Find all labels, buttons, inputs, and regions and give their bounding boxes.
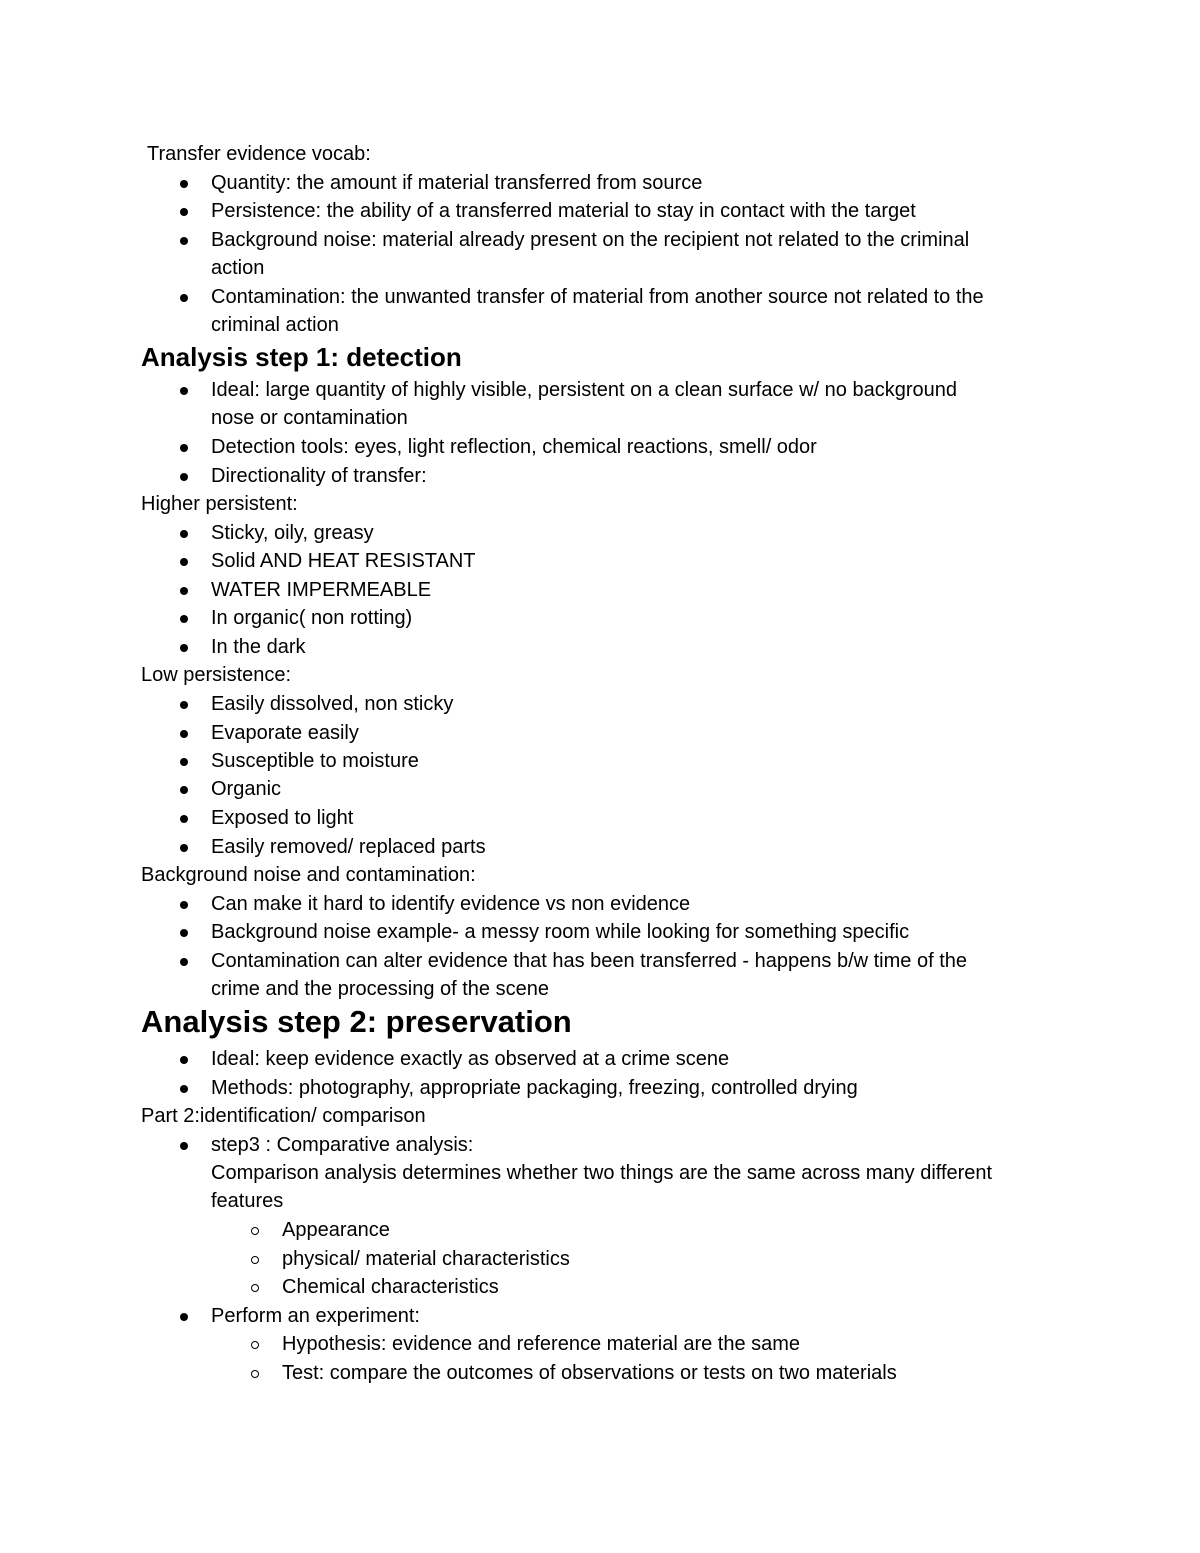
sub-bullet-icon <box>251 1256 259 1264</box>
bullet-icon <box>180 473 188 481</box>
step1-item-ideal: Ideal: large quantity of highly visible, persistent on a clean surface w/ no background <box>211 379 957 401</box>
bullet-icon <box>180 901 188 909</box>
sub-bullet-icon <box>251 1227 259 1235</box>
bullet-icon <box>180 958 188 966</box>
bullet-icon <box>180 1142 188 1150</box>
bullet-icon <box>180 558 188 566</box>
vocab-item-persistence: Persistence: the ability of a transferred material to stay in contact with the target <box>211 200 916 222</box>
bullet-icon <box>180 1056 188 1064</box>
bullet-icon <box>180 180 188 188</box>
step3-item: step3 : Comparative analysis: <box>211 1134 474 1156</box>
low-persistence-label: Low persistence: <box>141 664 292 686</box>
higher-persistent-label: Higher persistent: <box>141 493 298 515</box>
background-noise-label: Background noise and contamination: <box>141 864 476 886</box>
higher-item: In the dark <box>211 636 306 658</box>
vocab-item-background-noise-cont: action <box>211 257 265 279</box>
low-item: Easily removed/ replaced parts <box>211 836 486 858</box>
low-item: Exposed to light <box>211 807 354 829</box>
step2-heading: Analysis step 2: preservation <box>141 1004 572 1039</box>
sub-bullet-icon <box>251 1370 259 1378</box>
vocab-item-background-noise: Background noise: material already present on the recipient not related to the criminal <box>211 229 970 251</box>
experiment-sub-item: Hypothesis: evidence and reference material are the same <box>282 1333 801 1355</box>
step2-item-ideal: Ideal: keep evidence exactly as observed at a crime scene <box>211 1048 730 1070</box>
step1-item-directionality: Directionality of transfer: <box>211 465 427 487</box>
step3-description: Comparison analysis determines whether two things are the same across many different <box>211 1162 993 1184</box>
bg-item: Background noise example- a messy room while looking for something specific <box>211 921 910 943</box>
step1-item-ideal-cont: nose or contamination <box>211 407 408 429</box>
bg-item: Contamination can alter evidence that has been transferred - happens b/w time of the <box>211 950 968 972</box>
sub-bullet-icon <box>251 1341 259 1349</box>
vocab-heading: Transfer evidence vocab: <box>147 143 371 165</box>
vocab-item-contamination-cont: criminal action <box>211 314 339 336</box>
bullet-icon <box>180 844 188 852</box>
low-item: Organic <box>211 778 282 800</box>
part2-label: Part 2:identification/ comparison <box>141 1105 426 1127</box>
step1-heading: Analysis step 1: detection <box>141 342 462 372</box>
bullet-icon <box>180 444 188 452</box>
higher-item: In organic( non rotting) <box>211 607 413 629</box>
bullet-icon <box>180 1313 188 1321</box>
low-item: Evaporate easily <box>211 722 359 744</box>
step3-description-cont: features <box>211 1190 284 1212</box>
experiment-sub-item: Test: compare the outcomes of observations or tests on two materials <box>282 1362 897 1384</box>
step3-sub-item: Appearance <box>282 1219 390 1241</box>
low-item: Susceptible to moisture <box>211 750 419 772</box>
sub-bullet-icon <box>251 1284 259 1292</box>
bullet-icon <box>180 786 188 794</box>
bg-item: Can make it hard to identify evidence vs non evidence <box>211 893 691 915</box>
step2-item-methods: Methods: photography, appropriate packaging, freezing, controlled drying <box>211 1077 858 1099</box>
vocab-item-contamination: Contamination: the unwanted transfer of material from another source not related to the <box>211 286 984 308</box>
bullet-icon <box>180 237 188 245</box>
bullet-icon <box>180 615 188 623</box>
bullet-icon <box>180 530 188 538</box>
bullet-icon <box>180 701 188 709</box>
low-item: Easily dissolved, non sticky <box>211 693 454 715</box>
bullet-icon <box>180 208 188 216</box>
bullet-icon <box>180 929 188 937</box>
step3-sub-item: Chemical characteristics <box>282 1276 499 1298</box>
bullet-icon <box>180 587 188 595</box>
step1-item-detection-tools: Detection tools: eyes, light reflection, chemical reactions, smell/ odor <box>211 436 817 458</box>
bullet-icon <box>180 815 188 823</box>
experiment-item: Perform an experiment: <box>211 1305 420 1327</box>
higher-item: Solid AND HEAT RESISTANT <box>211 550 476 572</box>
bullet-icon <box>180 758 188 766</box>
bullet-icon <box>180 1085 188 1093</box>
vocab-item-quantity: Quantity: the amount if material transferred from source <box>211 172 703 194</box>
bullet-icon <box>180 387 188 395</box>
step3-sub-item: physical/ material characteristics <box>282 1248 570 1270</box>
higher-item: WATER IMPERMEABLE <box>211 579 432 601</box>
higher-item: Sticky, oily, greasy <box>211 522 374 544</box>
bullet-icon <box>180 730 188 738</box>
bullet-icon <box>180 294 188 302</box>
bullet-icon <box>180 644 188 652</box>
bg-item-cont: crime and the processing of the scene <box>211 978 549 1000</box>
